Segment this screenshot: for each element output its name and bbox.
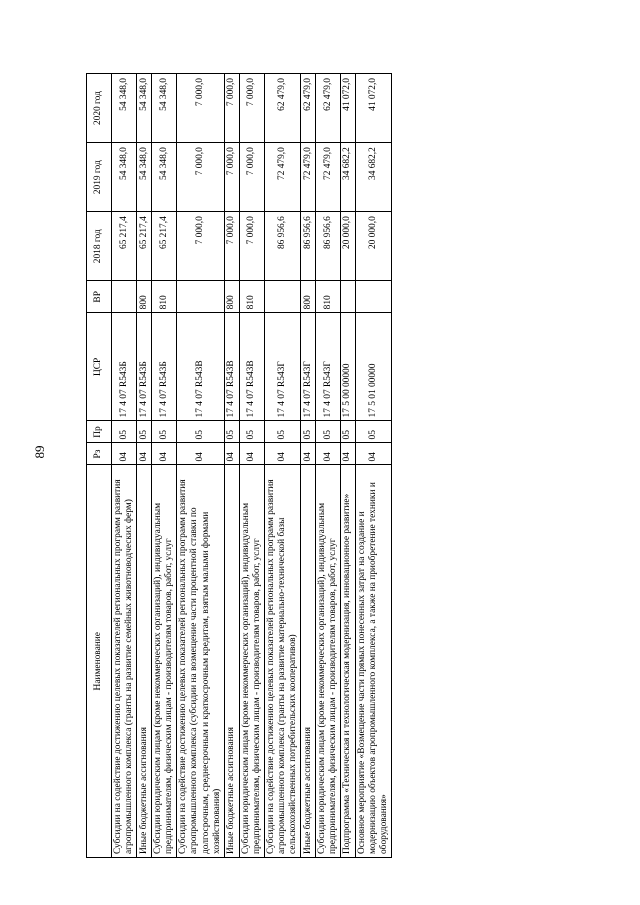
cell-vr: 810 xyxy=(239,281,264,313)
header-name: Наименование xyxy=(87,465,112,858)
header-vr: ВР xyxy=(87,281,112,313)
cell-name: Иные бюджетные ассигнования xyxy=(137,465,152,858)
cell-vr xyxy=(355,281,391,313)
table-row xyxy=(341,74,355,858)
cell-2019: 72 479,0 xyxy=(316,143,341,212)
table-row xyxy=(177,74,224,858)
cell-name: Подпрограмма «Техническая и технологическая модернизация, инновационное развитие» xyxy=(341,465,355,858)
cell-2018: 7 000,0 xyxy=(239,212,264,281)
cell-2019: 7 000,0 xyxy=(177,143,224,212)
cell-rz: 04 xyxy=(112,443,137,465)
cell-2020: 41 072,0 xyxy=(341,74,355,143)
header-pr: Пр xyxy=(87,421,112,443)
cell-2018: 86 956,6 xyxy=(316,212,341,281)
cell-2018: 86 956,6 xyxy=(301,212,316,281)
cell-2018: 20 000,0 xyxy=(355,212,391,281)
cell-name: Основное мероприятие «Возмещение части прямых понесенных затрат на создание и модернизацию объектов агропромышленного комплекса, а также на приобретение техники и оборудования» xyxy=(355,465,391,858)
cell-2018: 7 000,0 xyxy=(224,212,239,281)
cell-pr: 05 xyxy=(341,421,355,443)
cell-rz: 04 xyxy=(316,443,341,465)
cell-rz: 04 xyxy=(224,443,239,465)
budget-table xyxy=(86,73,392,858)
cell-2019: 34 682,2 xyxy=(341,143,355,212)
cell-rz: 04 xyxy=(301,443,316,465)
cell-csr: 17 4 07 R543Г xyxy=(301,313,316,421)
table-header-row xyxy=(87,74,112,858)
cell-2018: 20 000,0 xyxy=(341,212,355,281)
table-row xyxy=(224,74,239,858)
cell-csr: 17 4 07 R543Б xyxy=(112,313,137,421)
cell-pr: 05 xyxy=(224,421,239,443)
cell-2019: 72 479,0 xyxy=(264,143,300,212)
table-row xyxy=(152,74,177,858)
table-row xyxy=(264,74,300,858)
cell-name: Субсидии на содействие достижению целевых показателей региональных программ развития агропромышленного комплекса (гранты на развитие материально-технической базы сельскохозяйственных потребительских кооперативов) xyxy=(264,465,300,858)
header-2019: 2019 год xyxy=(87,143,112,212)
cell-rz: 04 xyxy=(239,443,264,465)
cell-pr: 05 xyxy=(112,421,137,443)
table-row xyxy=(112,74,137,858)
header-csr: ЦСР xyxy=(87,313,112,421)
cell-name: Иные бюджетные ассигнования xyxy=(301,465,316,858)
cell-2020: 62 479,0 xyxy=(264,74,300,143)
cell-rz: 04 xyxy=(177,443,224,465)
cell-name: Субсидии на содействие достижению целевых показателей региональных программ развития агропромышленного комплекса (гранты на развитие семейных животноводческих ферм) xyxy=(112,465,137,858)
cell-vr: 810 xyxy=(316,281,341,313)
cell-csr: 17 4 07 R543В xyxy=(224,313,239,421)
cell-vr xyxy=(177,281,224,313)
cell-rz: 04 xyxy=(355,443,391,465)
cell-name: Субсидии юридическим лицам (кроме некоммерческих организаций), индивидуальным предпринимателям, физическим лицам - производителям товаров, работ, услуг xyxy=(152,465,177,858)
cell-2018: 86 956,6 xyxy=(264,212,300,281)
cell-rz: 04 xyxy=(264,443,300,465)
cell-csr: 17 4 07 R543Г xyxy=(316,313,341,421)
cell-vr: 800 xyxy=(224,281,239,313)
cell-2019: 54 348,0 xyxy=(112,143,137,212)
cell-pr: 05 xyxy=(137,421,152,443)
header-2020: 2020 год xyxy=(87,74,112,143)
table-row xyxy=(316,74,341,858)
cell-csr: 17 4 07 R543Г xyxy=(264,313,300,421)
cell-2020: 54 348,0 xyxy=(112,74,137,143)
table-row xyxy=(355,74,391,858)
cell-2019: 7 000,0 xyxy=(224,143,239,212)
cell-vr: 800 xyxy=(137,281,152,313)
cell-rz: 04 xyxy=(341,443,355,465)
cell-2020: 54 348,0 xyxy=(137,74,152,143)
cell-csr: 17 5 01 00000 xyxy=(355,313,391,421)
cell-name: Субсидии юридическим лицам (кроме некоммерческих организаций), индивидуальным предпринимателям, физическим лицам - производителям товаров, работ, услуг xyxy=(316,465,341,858)
cell-2020: 62 479,0 xyxy=(316,74,341,143)
table-row xyxy=(137,74,152,858)
cell-2020: 41 072,0 xyxy=(355,74,391,143)
cell-2019: 54 348,0 xyxy=(152,143,177,212)
cell-pr: 05 xyxy=(355,421,391,443)
cell-2020: 62 479,0 xyxy=(301,74,316,143)
table-row xyxy=(239,74,264,858)
cell-2020: 7 000,0 xyxy=(239,74,264,143)
cell-2020: 54 348,0 xyxy=(152,74,177,143)
cell-vr: 810 xyxy=(152,281,177,313)
cell-pr: 05 xyxy=(177,421,224,443)
cell-2018: 65 217,4 xyxy=(152,212,177,281)
cell-2018: 65 217,4 xyxy=(137,212,152,281)
cell-2018: 7 000,0 xyxy=(177,212,224,281)
cell-vr xyxy=(264,281,300,313)
cell-pr: 05 xyxy=(316,421,341,443)
cell-pr: 05 xyxy=(152,421,177,443)
table-row xyxy=(301,74,316,858)
cell-2019: 54 348,0 xyxy=(137,143,152,212)
cell-pr: 05 xyxy=(301,421,316,443)
cell-vr xyxy=(341,281,355,313)
cell-vr xyxy=(112,281,137,313)
cell-csr: 17 4 07 R543Б xyxy=(137,313,152,421)
cell-rz: 04 xyxy=(137,443,152,465)
cell-2018: 65 217,4 xyxy=(112,212,137,281)
cell-name: Субсидии юридическим лицам (кроме некоммерческих организаций), индивидуальным предпринимателям, физическим лицам - производителям товаров, работ, услуг xyxy=(239,465,264,858)
cell-name: Иные бюджетные ассигнования xyxy=(224,465,239,858)
cell-2020: 7 000,0 xyxy=(224,74,239,143)
cell-csr: 17 4 07 R543В xyxy=(177,313,224,421)
cell-csr: 17 4 07 R543В xyxy=(239,313,264,421)
cell-csr: 17 4 07 R543Б xyxy=(152,313,177,421)
cell-name: Субсидии на содействие достижению целевых показателей региональных программ развития агропромышленного комплекса (субсидии на возмещение части процентной ставки по долгосрочным, среднесрочным и краткосрочным кредитам, взятым малыми формами хозяйствования) xyxy=(177,465,224,858)
cell-2019: 34 682,2 xyxy=(355,143,391,212)
header-rz: Рз xyxy=(87,443,112,465)
cell-2019: 7 000,0 xyxy=(239,143,264,212)
header-2018: 2018 год xyxy=(87,212,112,281)
cell-csr: 17 5 00 00000 xyxy=(341,313,355,421)
cell-2019: 72 479,0 xyxy=(301,143,316,212)
cell-pr: 05 xyxy=(264,421,300,443)
rotated-table-container xyxy=(86,73,606,858)
cell-2020: 7 000,0 xyxy=(177,74,224,143)
page-number: 89 xyxy=(32,445,47,459)
cell-pr: 05 xyxy=(239,421,264,443)
cell-vr: 800 xyxy=(301,281,316,313)
cell-rz: 04 xyxy=(152,443,177,465)
